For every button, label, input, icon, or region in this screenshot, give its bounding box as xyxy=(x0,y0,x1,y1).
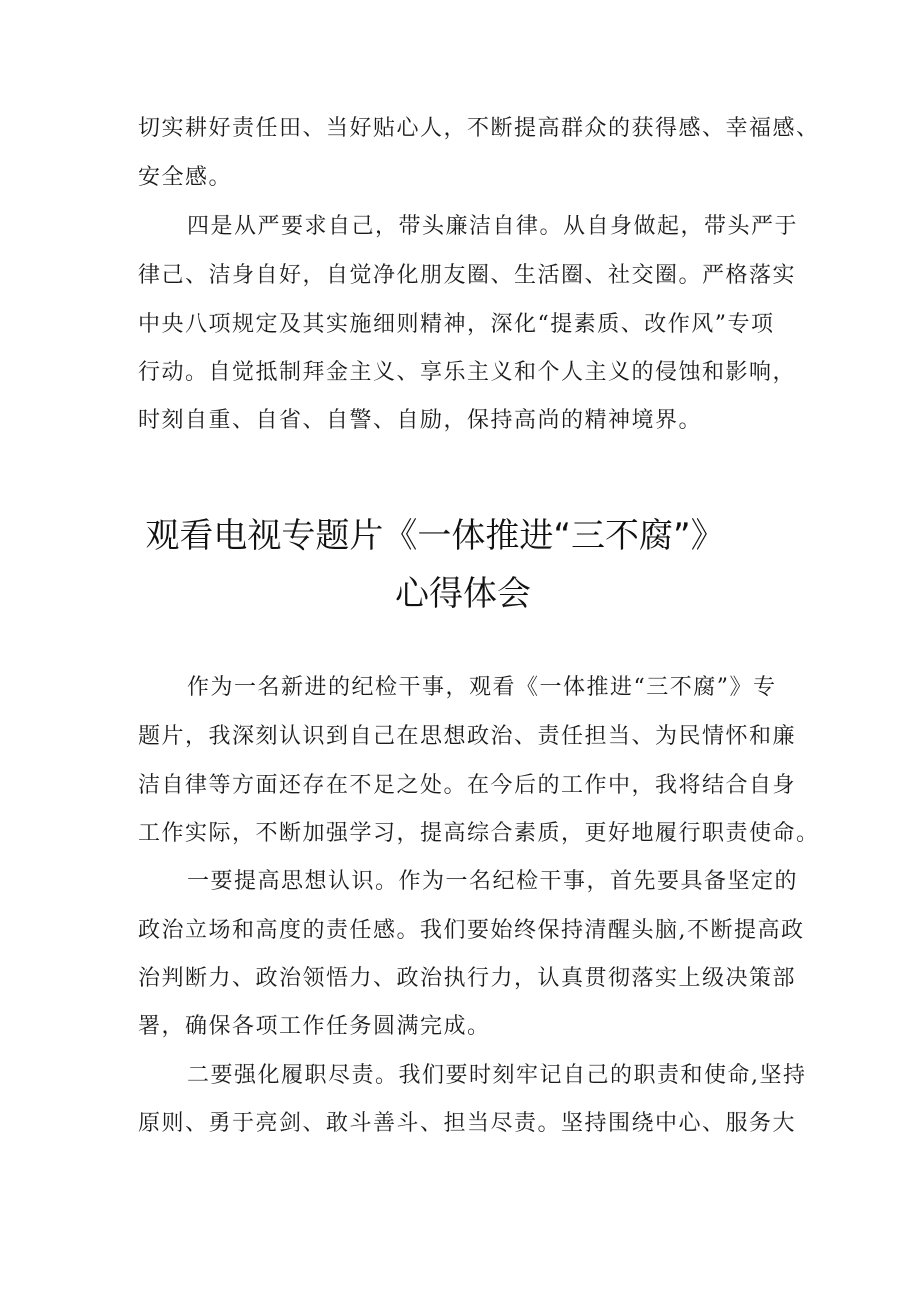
body-line: 时刻自重、自省、自警、自励，保持高尚的精神境界。 xyxy=(138,408,703,433)
body-line: 题片，我深刻认识到自己在思想政治、责任担当、为民情怀和廉 xyxy=(138,724,797,749)
body-line: 切实耕好责任田、当好贴心人，不断提高群众的获得感、幸福感、 xyxy=(138,116,820,141)
body-line: 原则、勇于亮剑、敢斗善斗、担当尽责。坚持围绕中心、服务大 xyxy=(138,1111,797,1136)
paragraph-start-line: 作为一名新进的纪检干事，观看《一体推进“三不腐”》专 xyxy=(187,675,777,700)
body-line: 中央八项规定及其实施细则精神，深化“提素质、改作风”专项 xyxy=(138,312,775,337)
body-line: 律己、洁身自好，自觉净化朋友圈、生活圈、社交圈。严格落实 xyxy=(138,263,797,288)
paragraph-start-line: 四是从严要求自己，带头廉洁自律。从自身做起，带头严于 xyxy=(187,214,799,239)
article-title-line-2: 心得体会 xyxy=(395,574,531,614)
body-line: 洁自律等方面还存在不足之处。在今后的工作中，我将结合自身 xyxy=(138,773,797,798)
body-line: 行动。自觉抵制拜金主义、享乐主义和个人主义的侵蚀和影响， xyxy=(138,360,797,385)
body-line: 政治立场和高度的责任感。我们要始终保持清醒头脑,不断提高政 xyxy=(138,918,805,943)
paragraph-start-line: 二要强化履职尽责。我们要时刻牢记自己的职责和使命,坚持 xyxy=(187,1063,807,1088)
body-line: 工作实际，不断加强学习，提高综合素质，更好地履行职责使命。 xyxy=(138,821,820,846)
body-line: 署，确保各项工作任务圆满完成。 xyxy=(138,1014,491,1039)
article-title-line-1: 观看电视专题片《一体推进“三不腐”》 xyxy=(145,516,725,556)
body-line: 安全感。 xyxy=(138,165,233,190)
paragraph-start-line: 一要提高思想认识。作为一名纪检干事，首先要具备坚定的 xyxy=(187,869,799,894)
body-line: 治判断力、政治领悟力、政治执行力，认真贯彻落实上级决策部 xyxy=(138,966,797,991)
